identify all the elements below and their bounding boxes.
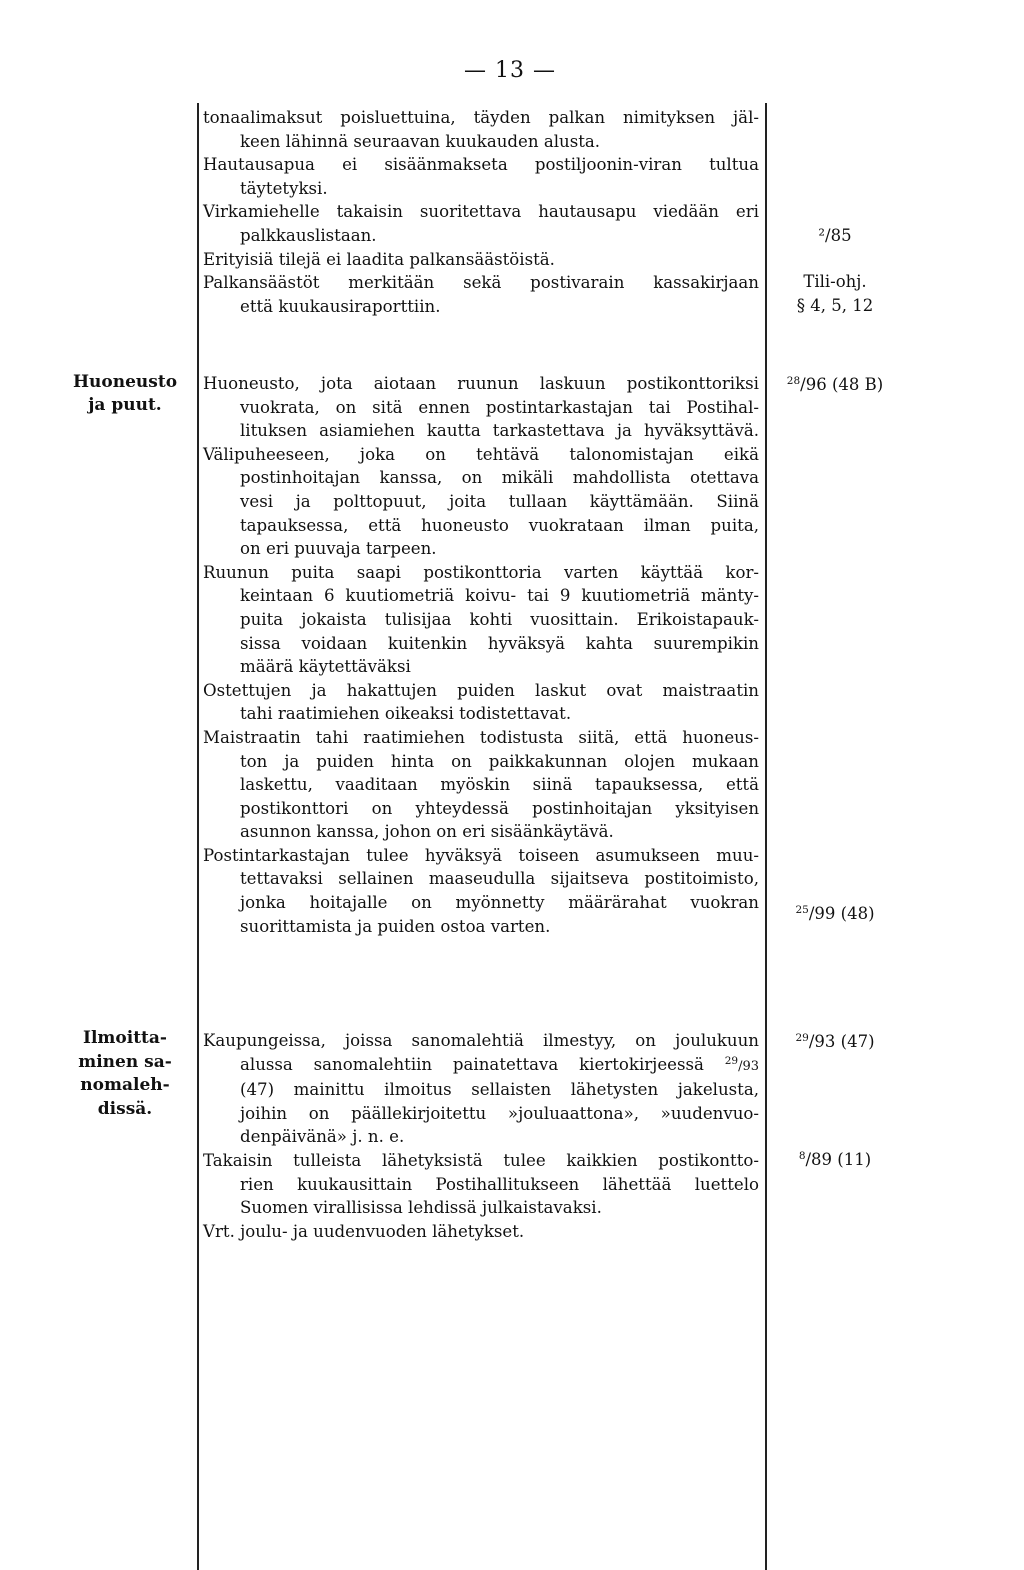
ref-text: /93 (47) — [808, 1032, 875, 1051]
side-label-line: ja puut. — [88, 395, 162, 415]
text-line: jonka hoitajalle on myönnetty määrärahat vuokran — [240, 893, 759, 913]
ref-sup: 25 — [795, 904, 809, 916]
side-label-huoneusto — [52, 371, 198, 417]
text-line: täytetyksi. — [240, 178, 328, 198]
text-line: asunnon kanssa, johon on eri sisäänkäytävä. — [240, 822, 614, 842]
text-line: Välipuheeseen, joka on tehtävä talonomistajan eikä — [203, 444, 759, 464]
ref-text: /89 (11) — [805, 1150, 872, 1169]
text-line: tettavaksi sellainen maaseudulla sijaitseva postitoimisto, — [240, 869, 759, 889]
text-line: tonaalimaksut poisluettuina, täyden palkan nimityksen jäl- — [203, 108, 759, 127]
text-line: rien kuukausittain Postihallitukseen lähettää luettelo — [240, 1174, 759, 1194]
text-line: on eri puuvaja tarpeen. — [240, 539, 437, 559]
text-line: Ruunun puita saapi postikonttoria varten käyttää kor- — [203, 562, 759, 582]
text-line: määrä käytettäväksi — [240, 657, 411, 677]
ref-text: ²/85 — [818, 226, 852, 245]
ref-text: § 4, 5, 12 — [796, 296, 874, 315]
section2-ref-1 — [770, 373, 900, 396]
text-line: puita jokaista tulisijaa kohti vuosittain. Erikoistapauk- — [240, 609, 759, 629]
circular-sup: 29 — [724, 1054, 739, 1067]
text-line: Huoneusto, jota aiotaan ruunun laskuun postikonttoriksi — [203, 374, 759, 393]
side-label-line: nomaleh- — [80, 1075, 170, 1095]
text-line: joihin on päällekirjoitettu »jouluaattona», »uudenvuo- — [240, 1103, 759, 1123]
section1-text — [203, 106, 759, 318]
text-line: Ostettujen ja hakattujen puiden laskut ovat maistraatin — [203, 680, 759, 700]
side-label-line: dissä. — [97, 1098, 153, 1119]
text-line: tapauksessa, että huoneusto vuokrataan ilman puita, — [240, 515, 759, 535]
text-line: (47) mainittu ilmoitus sellaisten lähetysten jakelusta, — [240, 1080, 759, 1100]
text-line: Vrt. joulu- ja uudenvuoden lähetykset. — [203, 1221, 525, 1241]
text-line: Erityisiä tilejä ei laadita palkansäästöistä. — [203, 249, 555, 269]
side-label-line: Huoneusto — [72, 372, 178, 392]
section1-ref — [770, 224, 900, 318]
section3-text — [203, 1029, 759, 1243]
text-fragment: /93 — [738, 1058, 759, 1074]
ref-sup: 8 — [798, 1150, 806, 1162]
text-line: Postintarkastajan tulee hyväksyä toiseen asumukseen muu- — [203, 845, 759, 865]
ref-sup: 29 — [795, 1032, 809, 1044]
text-line: denpäivänä» j. n. e. — [240, 1127, 405, 1147]
text-line: Hautausapua ei sisäänmakseta postiljoonin-viran tultua — [203, 155, 759, 175]
page-number: — 13 — — [464, 58, 556, 83]
text-line: vesi ja polttopuut, joita tullaan käyttämään. Siinä — [240, 491, 759, 511]
text-line: sissa voidaan kuitenkin hyväksyä kahta suurempikin — [240, 633, 759, 653]
text-line: keen lähinnä seuraavan kuukauden alusta. — [240, 131, 601, 151]
text-line: keintaan 6 kuutiometriä koivu- tai 9 kuutiometriä mänty- — [240, 586, 759, 606]
text-line: postikonttori on yhteydessä postinhoitajan yksityisen — [240, 798, 759, 818]
side-label-ilmoittaminen — [52, 1027, 198, 1121]
section3-ref-1 — [770, 1030, 900, 1053]
text-line-with-sup — [203, 1053, 759, 1079]
text-line: Suomen virallisissa lehdissä julkaistavaksi. — [240, 1198, 602, 1218]
text-line: palkkauslistaan. — [240, 225, 377, 245]
text-line: Maistraatin tahi raatimiehen todistusta siitä, että huoneus- — [203, 727, 759, 747]
text-line: laskettu, vaaditaan myöskin siinä tapauksessa, että — [240, 775, 759, 795]
ref-sup: 28 — [786, 375, 801, 387]
right-rule — [765, 103, 767, 1570]
left-rule — [197, 103, 199, 1570]
side-label-line: minen sa- — [78, 1051, 172, 1072]
ref-text: /99 (48) — [808, 904, 875, 923]
text-line: ton ja puiden hinta on paikkakunnan olojen mukaan — [240, 751, 759, 771]
text-line: että kuukausiraporttiin. — [240, 296, 441, 316]
side-label-line: Ilmoitta- — [83, 1028, 167, 1048]
section3-ref-2 — [770, 1148, 900, 1171]
text-fragment: alussa sanomalehtiin painatettava kiertokirjeessä — [240, 1054, 725, 1074]
text-line: suorittamista ja puiden ostoa varten. — [240, 916, 551, 936]
section2-ref-2 — [770, 902, 900, 925]
text-line: lituksen asiamiehen kautta tarkastettava ja hyväksyttävä. — [240, 421, 759, 441]
text-line: vuokrata, on sitä ennen postintarkastajan tai Postihal- — [240, 397, 759, 417]
ref-text: Tili-ohj. — [803, 272, 867, 291]
ref-text: /96 (48 B) — [800, 375, 884, 394]
text-line: Kaupungeissa, joissa sanomalehtiä ilmestyy, on joulukuun — [203, 1031, 759, 1050]
text-line: postinhoitajan kanssa, on mikäli mahdollista otettava — [240, 468, 759, 488]
text-line: Palkansäästöt merkitään sekä postivarain kassakirjaan — [203, 273, 759, 293]
text-line: Takaisin tulleista lähetyksistä tulee kaikkien postikontto- — [203, 1150, 759, 1170]
section2-text — [203, 372, 759, 938]
text-line: tahi raatimiehen oikeaksi todistettavat. — [240, 704, 572, 724]
text-line: Virkamiehelle takaisin suoritettava hautausapu viedään eri — [203, 202, 759, 222]
